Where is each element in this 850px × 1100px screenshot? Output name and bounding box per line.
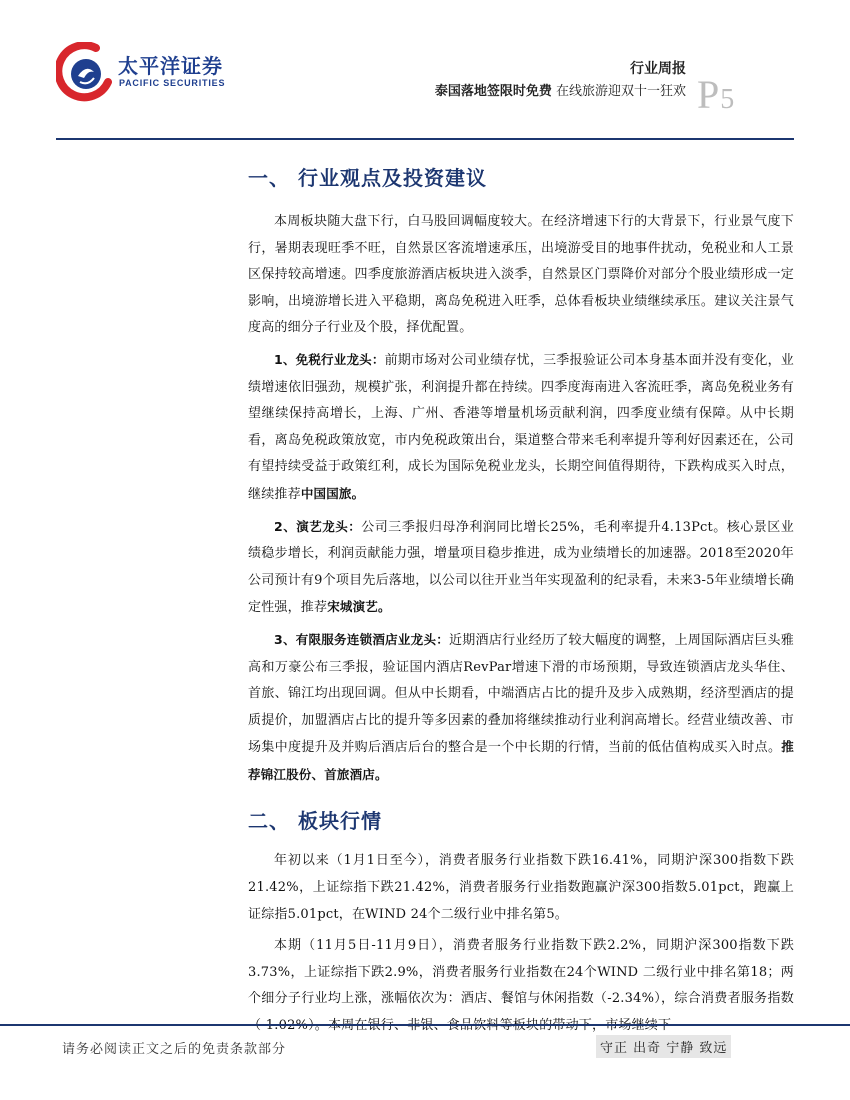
report-title-bold: 泰国落地签限时免费 <box>434 84 552 99</box>
company-name-cn: 太平洋证券 <box>118 54 223 78</box>
page-header <box>0 0 850 142</box>
company-name-en: PACIFIC SECURITIES <box>119 78 226 88</box>
section-1-title: 一、 行业观点及投资建议 <box>248 166 487 190</box>
page-number <box>697 71 735 118</box>
header-divider <box>56 138 794 140</box>
performing-arts-heading: 2、演艺龙头： <box>274 518 362 534</box>
section-1-paragraph-1: 本周板块随大盘下行，白马股回调幅度较大。在经济增速下行的大背景下，行业景气度下行，暑期表现旺季不旺，自然景区客流增速承压，出境游受目的地事件扰动，免税业和人工景区保持较高增速。四季度旅游酒店板块进入淡季，自然景区门票降价对部分个股业绩形成一定影响，出境游增长进入平稳期，离岛免税进入旺季，总体看板块业绩继续承压。建议关注景气度高的细分子行业及个股，择优配置。 <box>248 214 794 336</box>
duty-free-recommendation: 中国国旅。 <box>300 485 365 501</box>
footer-disclaimer: 请务必阅读正文之后的免责条款部分 <box>62 1042 287 1057</box>
company-logo <box>56 42 256 102</box>
section-2-paragraph-2: 本期（11月5日-11月9日），消费者服务行业指数下跌2.2%，同期沪深300指数下跌3.73%，上证综指下跌2.9%，消费者服务行业指数在24个WIND 二级行业中排名第18；两个细分子行业均上涨，涨幅依次为：酒店、餐馆与休闲指数（-2.34%），综合消费者服务指数 <box>248 938 794 1007</box>
report-title <box>435 80 686 99</box>
hotel-chain-recommendation: 推荐锦江股份、首旅酒店。 <box>248 739 794 782</box>
report-title-rest: 在线旅游迎双十一狂欢 <box>551 84 686 99</box>
section-1-paragraph-3 <box>248 514 794 622</box>
footer-motto: 守正 出奇 宁静 致远 <box>596 1035 731 1058</box>
section-2-title: 二、 板块行情 <box>248 809 382 834</box>
report-type: 行业周报 <box>630 61 686 77</box>
performing-arts-recommendation: 宋城演艺。 <box>327 599 391 615</box>
logo-emblem-icon <box>56 42 116 102</box>
section-2-paragraph-1: 年初以来（1月1日至今），消费者服务行业指数下跌16.41%，同期沪深300指数下跌21.42%，上证综指下跌21.42%，消费者服务行业指数跑赢沪深300指数5.01pct，跑赢上证综指5.01pct，在WIND 24个二级行业中排名第5。 <box>248 853 794 922</box>
performing-arts-body: 公司三季报归母净利润同比增长25%，毛利率提升4.13Pct。核心景区业绩稳步增长，利润贡献能力强，增量项目稳步推进，成为业绩增长的加速器。2018至2020年公司预计有9个项目先后落地，以公司以往开业当年实现盈利的纪录看，未来3-5年业绩增长确定性强，推荐 <box>248 519 794 616</box>
footer-divider <box>0 1024 850 1026</box>
duty-free-heading: 1、免税行业龙头： <box>274 351 385 367</box>
hotel-chain-heading: 3、有限服务连锁酒店业龙头： <box>274 631 450 647</box>
hotel-chain-body: 近期酒店行业经历了较大幅度的调整，上周国际酒店巨头雅高和万豪公布三季报，验证国内酒店RevPar增速下滑的市场预期，导致连锁酒店龙头华住、首旅、锦江均出现回调。但从中长期看，中端酒店占比的提升及步入成熟期，经济型酒店的提质提价，加盟酒店占比的提升等多因素的叠加将继续推动行业利润高增长。经营业绩改善、市场集中度提升及并购后酒店后台的整合是一个中长期的行情，当前的低估值构成买入时点。 <box>248 632 795 756</box>
main-content <box>248 162 794 1045</box>
duty-free-body: 前期市场对公司业绩存忧，三季报验证公司本身基本面并没有变化，业绩增速依旧强劲，规模扩张，利润提升都在持续。四季度海南进入客流旺季，离岛免税业务有望继续保持高增长，上海、广州、香港等增量机场贡献利润，四季度业绩有保障。从中长期看，离岛免税政策放宽，市内免税政策出台，渠道整合带来毛利率提升等利好因素还在，公司有望持续受益于政策红利，成长为国际免税业龙头，长期空间值得期待，下跌构成买入时点，继续推荐 <box>248 352 795 502</box>
section-1-paragraph-2 <box>248 347 794 509</box>
section-1-paragraph-4 <box>248 627 794 790</box>
page-number-prefix: P <box>697 72 721 117</box>
page-number-value: 5 <box>720 84 736 115</box>
